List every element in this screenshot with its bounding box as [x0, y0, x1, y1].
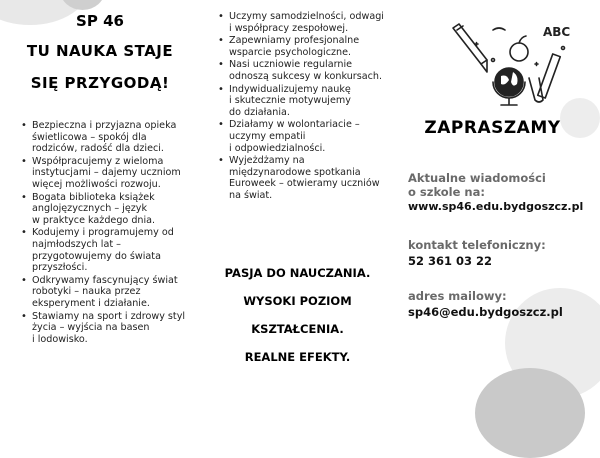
dot-icon [562, 47, 565, 50]
list-item: • Działamy w wolontariacie – uczymy empatii i odpowiedzialności. [229, 119, 412, 154]
email-label: adres mailowy: [408, 289, 507, 303]
features-list-middle [217, 11, 412, 203]
list-item: • Współpracujemy z wieloma instytucjami – dajemy uczniom więcej możliwości rozwoju. [32, 156, 210, 191]
list-item: • Bogata biblioteka książek anglojęzycznych – język w praktyce każdego dnia. [32, 192, 210, 227]
slogan-line-2: SIĘ PRZYGODĄ! [30, 74, 170, 92]
motto-line-4: REALNE EFEKTY. [244, 350, 351, 364]
globe-icon [493, 68, 525, 105]
features-list-left [20, 120, 210, 346]
list-item: • Stawiamy na sport i zdrowy styl życia – wyjścia na basen i lodowisko. [32, 311, 210, 346]
plus-icon [535, 63, 538, 66]
motto-line-2: WYSOKI POZIOM [243, 294, 352, 308]
flask-icon [529, 78, 543, 102]
apple-icon [510, 36, 528, 61]
abc-label: ABC [543, 25, 571, 39]
list-item: • Wyjeżdżamy na międzynarodowe spotkania Euroweek – otwieramy uczniów na świat. [229, 155, 412, 201]
list-item: • Odkrywamy fascynujący świat robotyki – nauka przez eksperyment i działanie. [32, 275, 210, 310]
list-item: • Indywidualizujemy naukę i skutecznie motywujemy do działania. [229, 84, 412, 119]
decor-circle-bottom-right-dark [475, 368, 585, 458]
invite-heading: ZAPRASZAMY [424, 118, 561, 138]
pencil-icon [453, 24, 487, 72]
phone-number[interactable]: 52 361 03 22 [408, 254, 493, 268]
list-item: • Kodujemy i programujemy od najmłodszych lat – przygotowujemy do świata przyszłości. [32, 227, 210, 273]
list-item: • Nasi uczniowie regularnie odnoszą sukcesy w konkursach. [229, 59, 412, 82]
motto-block [205, 266, 390, 378]
motto-line-3: KSZTAŁCENIA. [251, 322, 344, 336]
email-address[interactable]: sp46@edu.bydgoszcz.pl [408, 305, 563, 319]
school-illustration [435, 8, 585, 108]
phone-section [408, 238, 600, 268]
email-section [408, 289, 600, 319]
list-item: • Bezpieczna i przyjazna opieka świetlicowa – spokój dla rodziców, radość dla dzieci. [32, 120, 210, 155]
motto-line-1: PASJA DO NAUCZANIA. [224, 266, 371, 280]
news-label: Aktualne wiadomości o szkole na: [408, 171, 546, 199]
list-item: • Zapewniamy profesjonalne wsparcie psychologiczne. [229, 35, 412, 58]
phone-label: kontakt telefoniczny: [408, 238, 546, 252]
dot-icon [492, 59, 495, 62]
arc-icon [493, 28, 505, 30]
website-link[interactable]: www.sp46.edu.bydgoszcz.pl [408, 200, 584, 213]
news-section [408, 171, 600, 214]
list-item: • Uczymy samodzielności, odwagi i współpracy zespołowej. [229, 11, 412, 34]
school-name: SP 46 [76, 12, 124, 30]
slogan-line-1: TU NAUKA STAJE [26, 42, 174, 60]
